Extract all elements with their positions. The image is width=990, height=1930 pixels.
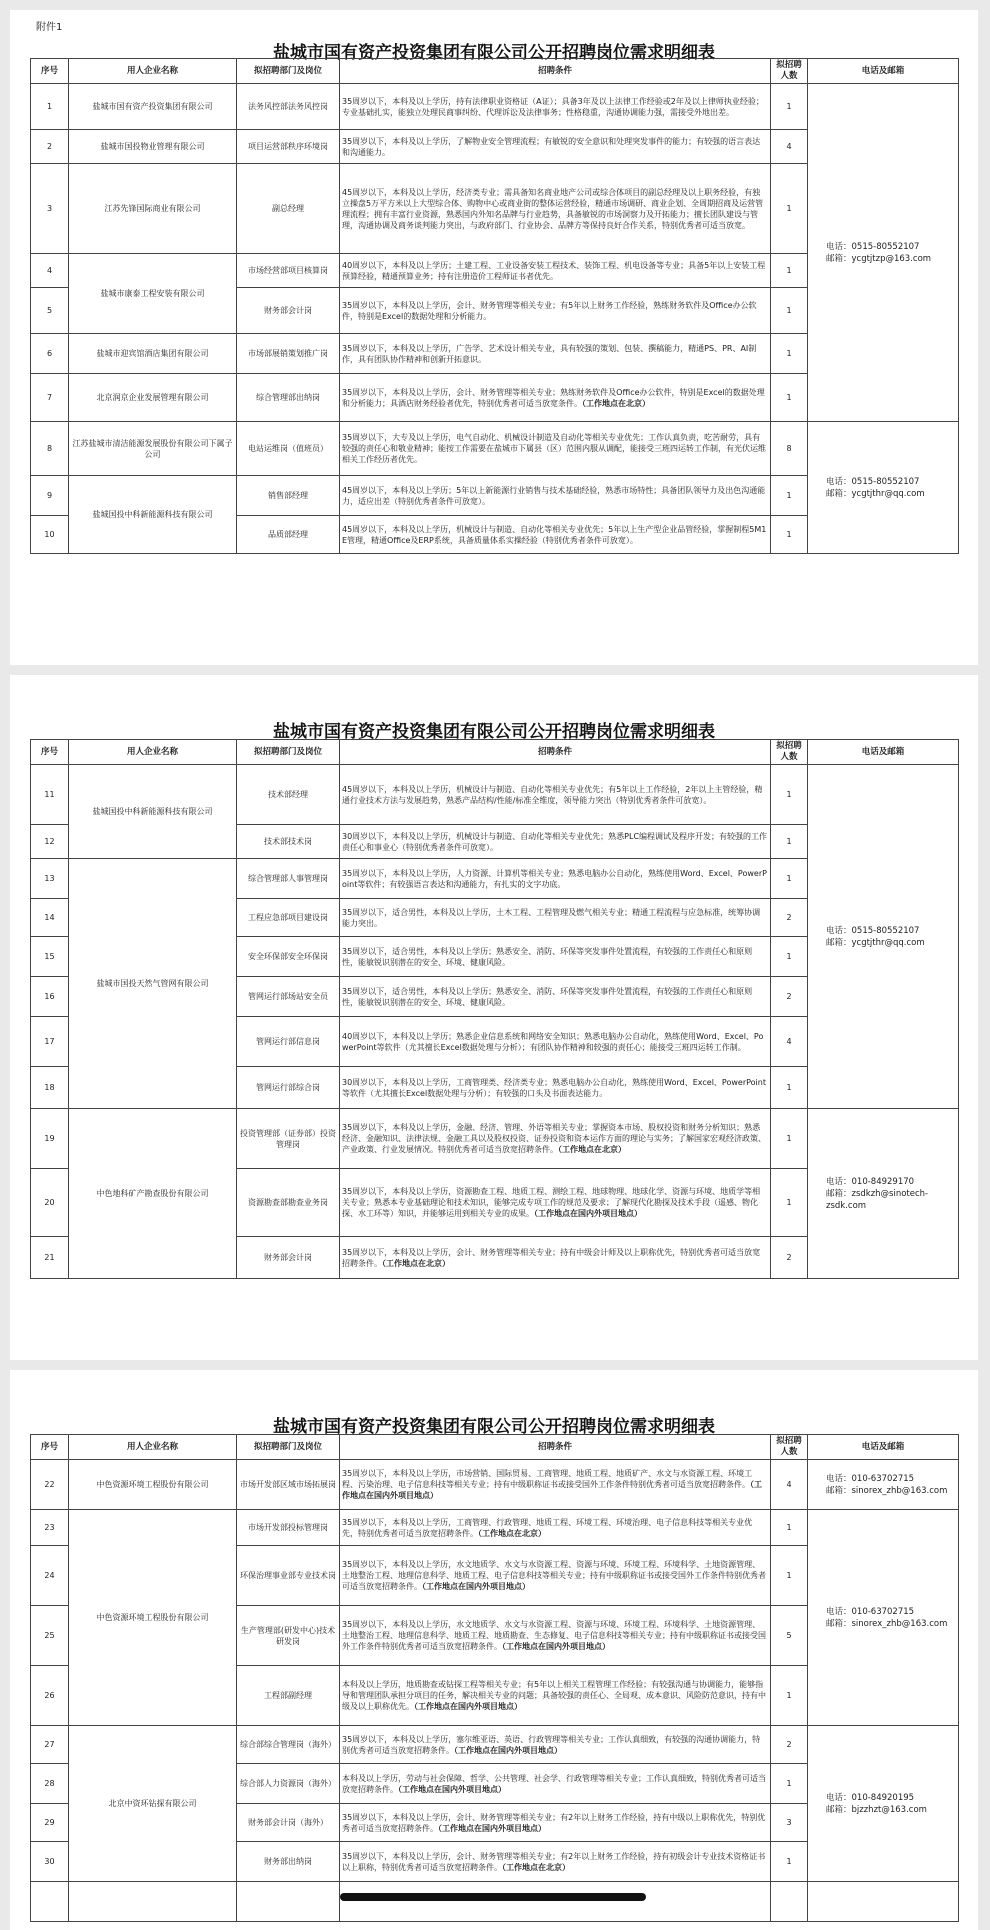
header-seq: 序号	[31, 59, 69, 84]
count-cell: 2	[771, 1237, 808, 1279]
header-count-line1: 拟招聘	[776, 60, 802, 70]
dept-cell: 资源勘查部勘查业务岗	[237, 1169, 340, 1237]
company-cell: 江苏先锋国际商业有限公司	[69, 164, 237, 254]
header-count	[771, 1435, 808, 1460]
work-location-note: （工作地点在北京）	[558, 1145, 626, 1154]
dept-cell: 法务风控部法务风控岗	[237, 84, 340, 130]
dept-cell	[237, 1882, 340, 1922]
header-requirements: 招聘条件	[340, 1435, 771, 1460]
requirements-cell	[340, 422, 771, 476]
contact-phone: 电话：0515-80552107	[826, 925, 920, 936]
company-cell: 盐城市国投物业管理有限公司	[69, 130, 237, 164]
seq-cell: 21	[31, 1237, 69, 1279]
dept-cell: 财务部会计岗	[237, 1237, 340, 1279]
work-location-note: （工作地点在国内外项目地点）	[502, 1642, 610, 1651]
count-cell: 1	[771, 164, 808, 254]
company-cell	[69, 1882, 237, 1922]
count-cell: 2	[771, 1726, 808, 1764]
page-title: 盐城市国有资产投资集团有限公司公开招聘岗位需求明细表	[273, 722, 715, 742]
table-row	[31, 1510, 959, 1546]
seq-cell: 22	[31, 1460, 69, 1510]
count-cell: 2	[771, 899, 808, 937]
contact-cell	[808, 1460, 959, 1510]
company-cell: 盐城市国有资产投资集团有限公司	[69, 84, 237, 130]
seq-cell: 16	[31, 977, 69, 1017]
count-cell: 1	[771, 1169, 808, 1237]
recruitment-table	[30, 58, 959, 554]
requirements-text: 35周岁以下，本科及以上学历，持有法律职业资格证（A证）；具备3年及以上法律工作经验或2年及以上律师执业经验；专业基础扎实，能独立处理民商事纠纷、代理诉讼及法律事务；性格稳重，沟通协调能力强，需接受外地出差。	[342, 96, 764, 117]
dept-cell: 工程部副经理	[237, 1666, 340, 1726]
requirements-text: 35周岁以下，本科及以上学历，会计、财务管理等相关专业；有2年以上财务工作经验，持有初级会计专业技术资格证书以上职称，特别优秀者可适当放宽招聘条件。	[342, 1851, 766, 1872]
seq-cell: 13	[31, 859, 69, 899]
requirements-text: 45周岁以下，本科及以上学历，机械设计与制造、自动化等相关专业优先；5年以上生产型企业品管经验，掌握制程5M1E管理，精通Office及ERP系统，具备质量体系实操经验（特别优秀者条件可放宽）。	[342, 524, 767, 545]
requirements-text: 35周岁以下，本科及以上学历，市场营销、国际贸易、工商管理、地质工程、地质矿产、水文与水资源工程、环境工程、污染治理、电子信息科技等相关专业；持有中级职称证书或接受国外工作条件特别优秀者可适当放宽招聘条件。	[342, 1469, 753, 1489]
requirements-cell	[340, 516, 771, 554]
table-row	[31, 84, 959, 130]
header-count	[771, 59, 808, 84]
work-location-note: （工作地点在北京）	[582, 398, 650, 408]
contact-email: 邮箱：zsdkzh@sinotech-zsdk.com	[826, 1188, 929, 1211]
requirements-text: 40周岁以下，本科及以上学历；土建工程、工业设备安装工程技术、装饰工程、机电设备等专业；具备5年以上安装工程预算经验，精通预算业务；持有注册造价工程师证书者优先。	[342, 260, 766, 281]
seq-cell: 27	[31, 1726, 69, 1764]
contact-cell	[808, 84, 959, 422]
company-cell: 中色资源环境工程股份有限公司	[69, 1510, 237, 1726]
page-title: 盐城市国有资产投资集团有限公司公开招聘岗位需求明细表	[273, 43, 715, 63]
count-cell: 1	[771, 254, 808, 288]
work-location-note: （工作地点在国内外项目地点）	[438, 1823, 546, 1833]
contact-cell	[808, 1109, 959, 1279]
table-row	[31, 1882, 959, 1922]
header-dept: 拟招聘部门及岗位	[237, 1435, 340, 1460]
requirements-text: 35周岁以下，适合男性，本科及以上学历，土木工程、工程管理及燃气相关专业；精通工程流程与应急标准，统筹协调能力突出。	[342, 907, 761, 928]
count-cell: 1	[771, 1109, 808, 1169]
requirements-cell	[340, 1666, 771, 1726]
company-cell: 江苏盐城市清洁能源发展股份有限公司下属子公司	[69, 422, 237, 476]
seq-cell: 23	[31, 1510, 69, 1546]
requirements-text: 本科及以上学历，地质勘查或钻探工程等相关专业；有5年以上相关工程管理工作经验；有较强沟通与协调能力，能够指导和管理团队承担分项目的任务，解决相关专业的问题；具备较强的责任心、全局观、成本意识、风险防范意识，持有中级及以上职称优先。	[342, 1680, 766, 1711]
attachment-label: 附件1	[36, 22, 63, 33]
requirements-text: 35周岁以下，本科及以上学历，资源勘查工程、地质工程、测绘工程、地球物理、地球化学、资源与环境、地质学等相关专业；熟悉本专业基础理论和技术知识，能够完成专项工作的规范及要求；了解现代化勘探及技术手段（遥感、物化探、水工环等）知识，并能够运用到相关专业的成果。	[342, 1187, 761, 1218]
company-cell: 中色地科矿产勘查股份有限公司	[69, 1109, 237, 1279]
header-dept: 拟招聘部门及岗位	[237, 740, 340, 765]
header-seq: 序号	[31, 1435, 69, 1460]
dept-cell: 电站运维岗（值班员）	[237, 422, 340, 476]
seq-cell: 17	[31, 1017, 69, 1067]
requirements-text: 45周岁以下，本科及以上学历；5年以上新能源行业销售与技术基础经验，熟悉市场特性；具备团队领导力及出色沟通能力，适应出差（特别优秀者条件可放宽）。	[342, 485, 766, 506]
requirements-text: 30周岁以下，本科及以上学历，工商管理类、经济类专业；熟悉电脑办公自动化，熟练使用Word、Excel、PowerPoint等软件（尤其擅长Excel数据处理与分析）；有较强的口头及书面表达能力。	[342, 1077, 766, 1098]
work-location-note: （工作地点在国内外项目地点）	[342, 1480, 762, 1500]
requirements-cell	[340, 937, 771, 977]
requirements-text: 45周岁以下，本科及以上学历，机械设计与制造、自动化等相关专业优先；有5年以上工作经验，2年以上主管经验，精通行业技术方法与发展趋势，熟悉产品结构/性能/标准全维度，领导能力突出（特别优秀者条件可放宽）。	[342, 784, 763, 805]
requirements-cell	[340, 1842, 771, 1882]
requirements-cell	[340, 1546, 771, 1606]
contact-cell	[808, 1882, 959, 1922]
seq-cell: 30	[31, 1842, 69, 1882]
requirements-cell	[340, 130, 771, 164]
work-location-note: （工作地点在国内外项目地点）	[534, 1209, 642, 1218]
header-count-line1: 拟招聘	[776, 741, 802, 751]
count-cell: 1	[771, 476, 808, 516]
seq-cell: 15	[31, 937, 69, 977]
count-cell	[771, 1882, 808, 1922]
company-cell: 中色资源环境工程股份有限公司	[69, 1460, 237, 1510]
count-cell: 1	[771, 937, 808, 977]
requirements-cell	[340, 288, 771, 334]
table-row	[31, 1726, 959, 1764]
contact-phone: 电话：0515-80552107	[826, 476, 920, 487]
dept-cell: 综合部人力资源岗（海外）	[237, 1764, 340, 1804]
count-cell: 1	[771, 1067, 808, 1109]
work-location-note: （工作地点在北京）	[382, 1258, 450, 1268]
requirements-text: 40周岁以下，本科及以上学历；熟悉企业信息系统和网络安全知识；熟悉电脑办公自动化，熟练使用Word、Excel、PowerPoint等软件（尤其擅长Excel数据处理与分析）；有团队协作精神和较强的责任心；能接受三班四运转工作制。	[342, 1031, 764, 1052]
requirements-text: 35周岁以下，本科及以上学历，金融、经济、管理、外语等相关专业；掌握资本市场、股权投资和财务分析知识；熟悉经济、金融知识、法律法规、金融工具以及股权投资、证券投资和资本运作方面的理论与实务；了解国家宏观经济政策、产业政策、行业发展情况。特别优秀者可适当放宽招聘条件。	[342, 1123, 766, 1154]
requirements-text: 35周岁以下，适合男性，本科及以上学历；熟悉安全、消防、环保等突发事件处置流程，有较强的工作责任心和原则性，能敏锐识别潜在的安全、环境、健康风险。	[342, 946, 753, 967]
home-indicator-bar[interactable]	[340, 1893, 646, 1901]
contact-phone: 电话：010-84920195	[826, 1792, 915, 1803]
requirements-cell	[340, 977, 771, 1017]
dept-cell: 销售部经理	[237, 476, 340, 516]
header-requirements: 招聘条件	[340, 59, 771, 84]
header-seq: 序号	[31, 740, 69, 765]
count-cell: 5	[771, 1606, 808, 1666]
count-cell: 1	[771, 334, 808, 374]
contact-phone: 电话：010-63702715	[826, 1606, 915, 1617]
company-cell: 北京中资环钻探有限公司	[69, 1726, 237, 1882]
header-count-line1: 拟招聘	[776, 1436, 802, 1446]
seq-cell: 25	[31, 1606, 69, 1666]
seq-cell: 2	[31, 130, 69, 164]
contact-cell	[808, 765, 959, 1109]
requirements-text: 35周岁以下，大专及以上学历，电气自动化、机械设计制造及自动化等相关专业优先；工作认真负责，吃苦耐劳，具有较强的责任心和敬业精神；能按工作需要在盐城市下属县（区）范围内服从调配，能接受三班四运转工作制，有光伏运维相关工作经历者优先。	[342, 433, 766, 464]
seq-cell: 4	[31, 254, 69, 288]
recruitment-table	[30, 739, 959, 1279]
requirements-cell	[340, 1882, 771, 1922]
document-page-2	[10, 675, 978, 1360]
count-cell: 1	[771, 859, 808, 899]
seq-cell: 28	[31, 1764, 69, 1804]
company-cell: 盐城国投中科新能源科技有限公司	[69, 765, 237, 859]
page-title: 盐城市国有资产投资集团有限公司公开招聘岗位需求明细表	[273, 1417, 715, 1437]
dept-cell: 财务部出纳岗	[237, 1842, 340, 1882]
dept-cell: 综合部综合管理岗（海外）	[237, 1726, 340, 1764]
dept-cell: 综合管理部人事管理岗	[237, 859, 340, 899]
header-count-line2: 人数	[780, 1447, 798, 1457]
header-requirements: 招聘条件	[340, 740, 771, 765]
requirements-cell	[340, 164, 771, 254]
requirements-cell	[340, 1764, 771, 1804]
header-count-line2: 人数	[780, 71, 798, 81]
requirements-text: 45周岁以下，本科及以上学历，经济类专业；需具备知名商业地产公司或综合体项目的副总经理及以上职务经验，有独立操盘5万平方米以上大型综合体、购物中心或商业街的整体运营经验，精通市场调研、商业企划、全周期招商及运营管理流程；拥有丰富行业资源，熟悉国内外知名品牌与行业趋势，具备敏锐的市场洞察力及开拓能力；擅长团队建设与管理，沟通协调及商务谈判能力突出，与政府部门、行业协会、品牌方等保持良好合作关系，特别优秀者可适当放宽。	[342, 187, 764, 230]
seq-cell: 24	[31, 1546, 69, 1606]
seq-cell: 3	[31, 164, 69, 254]
count-cell: 1	[771, 1764, 808, 1804]
table-header-row	[31, 740, 959, 765]
seq-cell	[31, 1882, 69, 1922]
count-cell: 1	[771, 1546, 808, 1606]
seq-cell: 12	[31, 825, 69, 859]
dept-cell: 投资管理部（证券部）投资管理岗	[237, 1109, 340, 1169]
requirements-text: 35周岁以下，本科及以上学历，塞尔维亚语、英语、行政管理等相关专业；工作认真细致，有较强的沟通协调能力，特别优秀者可适当放宽招聘条件。	[342, 1734, 761, 1755]
count-cell: 4	[771, 1017, 808, 1067]
count-cell: 1	[771, 1666, 808, 1726]
work-location-note: （工作地点在国内外项目地点）	[422, 1582, 530, 1591]
contact-email: 邮箱：sinorex_zhb@163.com	[826, 1618, 948, 1629]
requirements-text: 35周岁以下，本科及以上学历，人力资源、计算机等相关专业；熟悉电脑办公自动化，熟练使用Word、Excel、PowerPoint等软件；有较强语言表达和沟通能力，有扎实的文字功底。	[342, 868, 767, 889]
requirements-cell	[340, 1237, 771, 1279]
contact-cell	[808, 1510, 959, 1726]
work-location-note: （工作地点在北京）	[502, 1862, 570, 1872]
dept-cell: 安全环保部安全环保岗	[237, 937, 340, 977]
requirements-cell	[340, 899, 771, 937]
count-cell: 2	[771, 977, 808, 1017]
header-contact: 电话及邮箱	[808, 59, 959, 84]
requirements-text: 35周岁以下，本科及以上学历，水文地质学、水文与水资源工程、资源与环境、环境工程、环境科学、土地资源管理、土地整治工程、地理信息科学、地质工程、地质勘查、生态修复、电子信息科技等相关专业；持有中级职称证书或接受国外工作条件特别优秀者可适当放宽招聘条件。	[342, 1620, 766, 1651]
work-location-note: （工作地点在国内外项目地点）	[414, 1702, 522, 1711]
header-count-line2: 人数	[780, 752, 798, 762]
requirements-text: 35周岁以下，本科及以上学历，会计、财务管理等相关专业；熟练财务软件及Office办公软件，特别是Excel的数据处理和分析能力；具酒店财务经验者优先，特别优秀者可适当放宽条件。	[342, 387, 765, 408]
dept-cell: 项目运营部秩序环境岗	[237, 130, 340, 164]
dept-cell: 管网运行部信息岗	[237, 1017, 340, 1067]
dept-cell: 财务部会计岗	[237, 288, 340, 334]
company-cell: 盐城国投中科新能源科技有限公司	[69, 476, 237, 554]
dept-cell: 市场开发部投标管理岗	[237, 1510, 340, 1546]
requirements-cell	[340, 1017, 771, 1067]
table-row	[31, 765, 959, 825]
document-page-1	[10, 10, 978, 665]
table-header-row	[31, 59, 959, 84]
requirements-cell	[340, 1726, 771, 1764]
requirements-text: 35周岁以下，本科及以上学历，会计、财务管理等相关专业；有2年以上财务工作经验，持有中级以上职称优先，特别优秀者可适当放宽招聘条件。	[342, 1812, 766, 1833]
contact-cell	[808, 422, 959, 554]
seq-cell: 11	[31, 765, 69, 825]
contact-email: 邮箱：ycgtjthr@qq.com	[826, 937, 925, 948]
seq-cell: 20	[31, 1169, 69, 1237]
count-cell: 1	[771, 84, 808, 130]
dept-cell: 市场经营部项目核算岗	[237, 254, 340, 288]
count-cell: 1	[771, 516, 808, 554]
company-cell: 北京润京企业发展管理有限公司	[69, 374, 237, 422]
header-contact: 电话及邮箱	[808, 1435, 959, 1460]
seq-cell: 19	[31, 1109, 69, 1169]
dept-cell: 工程应急部项目建设岗	[237, 899, 340, 937]
dept-cell: 环保治理事业部专业技术岗	[237, 1546, 340, 1606]
seq-cell: 5	[31, 288, 69, 334]
count-cell: 1	[771, 288, 808, 334]
work-location-note: （工作地点在国内外项目地点）	[398, 1784, 506, 1794]
seq-cell: 14	[31, 899, 69, 937]
count-cell: 4	[771, 130, 808, 164]
contact-email: 邮箱：sinorex_zhb@163.com	[826, 1485, 948, 1496]
header-company: 用人企业名称	[69, 59, 237, 84]
requirements-cell	[340, 1460, 771, 1510]
count-cell: 8	[771, 422, 808, 476]
table-row	[31, 1109, 959, 1169]
requirements-text: 35周岁以下，适合男性，本科及以上学历；熟悉安全、消防、环保等突发事件处置流程，有较强的工作责任心和原则性，能敏锐识别潜在的安全、环境、健康风险。	[342, 986, 753, 1007]
seq-cell: 9	[31, 476, 69, 516]
dept-cell: 管网运行部场站安全员	[237, 977, 340, 1017]
requirements-cell	[340, 765, 771, 825]
contact-cell	[808, 1726, 959, 1882]
requirements-cell	[340, 334, 771, 374]
count-cell: 1	[771, 1510, 808, 1546]
table-row	[31, 1460, 959, 1510]
requirements-cell	[340, 254, 771, 288]
contact-phone: 电话：010-84929170	[826, 1176, 915, 1187]
contact-email: 邮箱：ycgtjtzp@163.com	[826, 253, 932, 264]
requirements-text: 35周岁以下，本科及以上学历，会计、财务管理等相关专业；有5年以上财务工作经验，熟练财务软件及Office办公软件，特别是Excel的数据处理和分析能力。	[342, 300, 757, 321]
contact-email: 邮箱：bjzzhzt@163.com	[826, 1804, 927, 1815]
requirements-cell	[340, 859, 771, 899]
seq-cell: 26	[31, 1666, 69, 1726]
requirements-cell	[340, 84, 771, 130]
count-cell: 1	[771, 1842, 808, 1882]
table-row	[31, 422, 959, 476]
header-contact: 电话及邮箱	[808, 740, 959, 765]
requirements-text: 35周岁以下，本科及以上学历，了解物业安全管理流程；有敏锐的安全意识和处理突发事件的能力；有较强的语言表达和沟通能力。	[342, 136, 761, 157]
recruitment-table	[30, 1434, 959, 1922]
header-company: 用人企业名称	[69, 740, 237, 765]
seq-cell: 7	[31, 374, 69, 422]
count-cell: 1	[771, 374, 808, 422]
dept-cell: 市场部展销策划推广岗	[237, 334, 340, 374]
requirements-text: 35周岁以下，本科及以上学历，水文地质学、水文与水资源工程、资源与环境、环境工程、环境科学、土地资源管理、土地整治工程、地理信息科学、地质工程、电子信息科技等相关专业；持有中级职称证书或接受国外工作条件特别优秀者可适当放宽招聘条件。	[342, 1560, 766, 1591]
requirements-cell	[340, 1109, 771, 1169]
dept-cell: 综合管理部出纳岗	[237, 374, 340, 422]
requirements-cell	[340, 825, 771, 859]
company-cell: 盐城市康泰工程安装有限公司	[69, 254, 237, 334]
requirements-cell	[340, 1804, 771, 1842]
count-cell: 3	[771, 1804, 808, 1842]
dept-cell: 技术部经理	[237, 765, 340, 825]
dept-cell: 市场开发部区域市场拓展岗	[237, 1460, 340, 1510]
dept-cell: 管网运行部综合岗	[237, 1067, 340, 1109]
contact-phone: 电话：010-63702715	[826, 1473, 915, 1484]
count-cell: 1	[771, 825, 808, 859]
requirements-text: 本科及以上学历，劳动与社会保障、哲学、公共管理、社会学、行政管理等相关专业；工作认真细致，特别优秀者可适当放宽招聘条件。	[342, 1773, 766, 1794]
company-cell: 盐城市迎宾馆酒店集团有限公司	[69, 334, 237, 374]
requirements-cell	[340, 1510, 771, 1546]
work-location-note: （工作地点在北京）	[478, 1528, 546, 1538]
count-cell: 1	[771, 765, 808, 825]
contact-phone: 电话：0515-80552107	[826, 241, 920, 252]
seq-cell: 1	[31, 84, 69, 130]
requirements-cell	[340, 1606, 771, 1666]
header-dept: 拟招聘部门及岗位	[237, 59, 340, 84]
requirements-cell	[340, 1169, 771, 1237]
table-header-row	[31, 1435, 959, 1460]
seq-cell: 8	[31, 422, 69, 476]
requirements-text: 35周岁以下，本科及以上学历，广告学、艺术设计相关专业，具有较强的策划、包装、撰稿能力，精通PS、PR、AI制作，具有团队协作精神和创新开拓意识。	[342, 343, 757, 364]
header-company: 用人企业名称	[69, 1435, 237, 1460]
document-page-3	[10, 1370, 978, 1930]
requirements-text: 35周岁以下，本科及以上学历，会计、财务管理等相关专业；持有中级会计师及以上职称优先，特别优秀者可适当放宽招聘条件。	[342, 1247, 761, 1268]
requirements-cell	[340, 476, 771, 516]
dept-cell: 品质部经理	[237, 516, 340, 554]
dept-cell: 生产管理部(研发中心)技术研发岗	[237, 1606, 340, 1666]
dept-cell: 技术部技术岗	[237, 825, 340, 859]
requirements-cell	[340, 1067, 771, 1109]
requirements-text: 35周岁以下，本科及以上学历，工商管理、行政管理、地质工程、环境工程、环境治理、电子信息科技等相关专业优先，特别优秀者可适当放宽招聘条件。	[342, 1517, 753, 1538]
work-location-note: （工作地点在国内外项目地点）	[454, 1745, 562, 1755]
count-cell: 4	[771, 1460, 808, 1510]
dept-cell: 副总经理	[237, 164, 340, 254]
seq-cell: 10	[31, 516, 69, 554]
contact-email: 邮箱：ycgtjthr@qq.com	[826, 488, 925, 499]
company-cell: 盐城市国投天然气管网有限公司	[69, 859, 237, 1109]
requirements-cell	[340, 374, 771, 422]
seq-cell: 29	[31, 1804, 69, 1842]
seq-cell: 6	[31, 334, 69, 374]
seq-cell: 18	[31, 1067, 69, 1109]
header-count	[771, 740, 808, 765]
requirements-text: 30周岁以下，本科及以上学历，机械设计与制造、自动化等相关专业优先；熟悉PLC编程调试及程序开发；有较强的工作责任心和事业心（特别优秀者条件可放宽）。	[342, 831, 768, 852]
dept-cell: 财务部会计岗（海外）	[237, 1804, 340, 1842]
